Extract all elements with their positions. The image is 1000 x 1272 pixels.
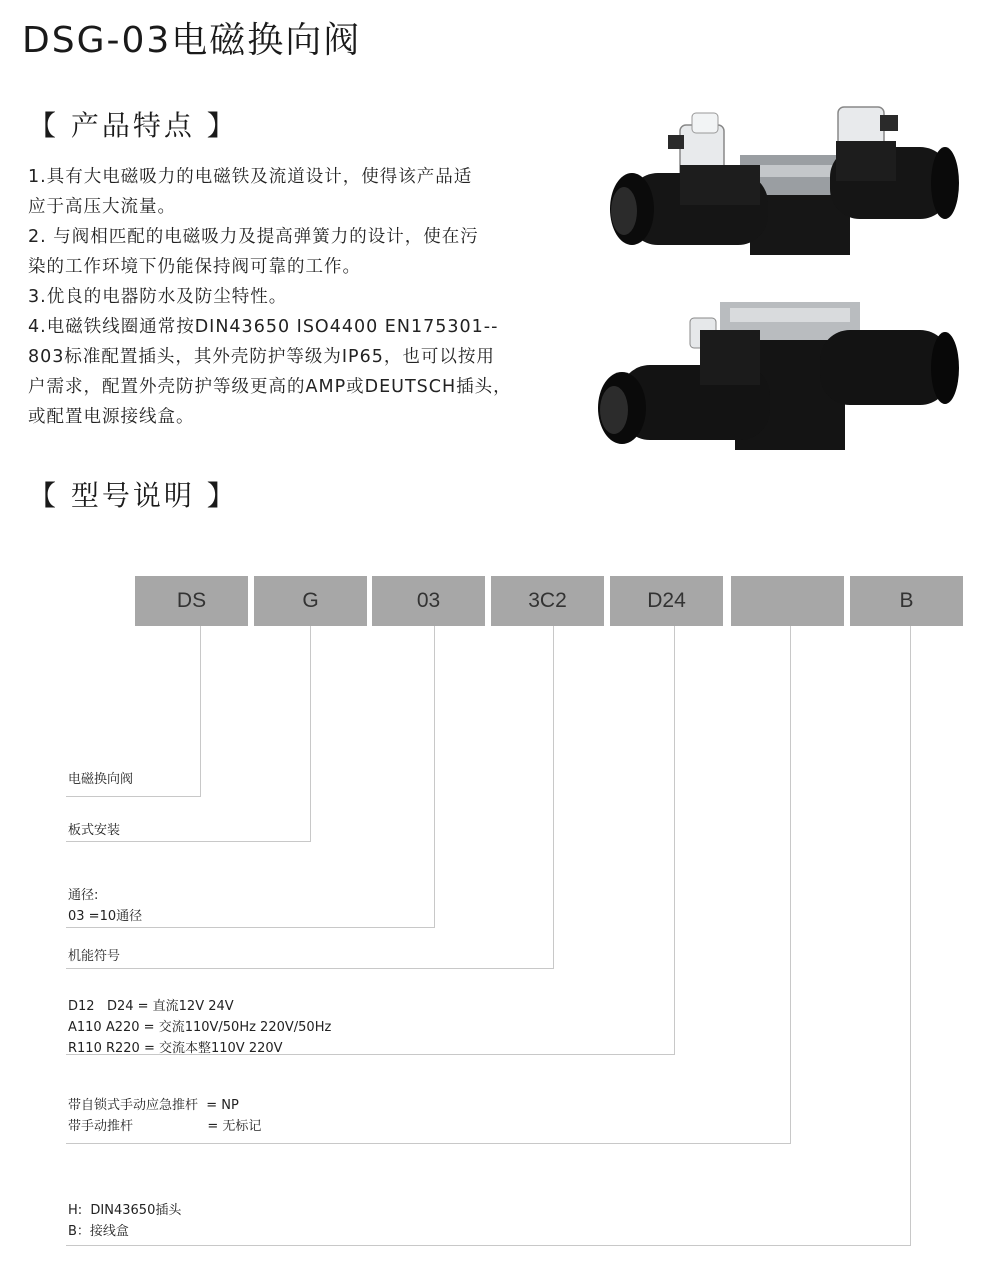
code-box-g: G xyxy=(254,576,367,626)
feature-line: 应于高压大流量。 xyxy=(28,197,176,217)
code-box-3c2: 3C2 xyxy=(491,576,604,626)
leader-line xyxy=(434,626,435,928)
feature-line: 803标准配置插头，其外壳防护等级为IP65，也可以按用 xyxy=(28,347,495,367)
leader-line xyxy=(66,927,435,928)
features-list xyxy=(28,162,568,432)
feature-line: 3.优良的电器防水及防尘特性。 xyxy=(28,287,288,307)
model-heading: 【 型号说明 】 xyxy=(28,479,238,512)
desc-connector: H: DIN43650插头 B：接线盒 xyxy=(68,1203,182,1239)
desc-port-size: 通径: 03 =10通径 xyxy=(68,888,143,924)
leader-line xyxy=(66,968,554,969)
leader-line xyxy=(66,1245,911,1246)
valve-photo-junction-box xyxy=(590,290,970,460)
code-box-empty xyxy=(731,576,844,626)
feature-line: 染的工作环境下仍能保持阀可靠的工作。 xyxy=(28,257,361,277)
leader-line xyxy=(553,626,554,969)
page-title: DSG-03电磁换向阀 xyxy=(22,20,362,61)
leader-line xyxy=(66,1143,791,1144)
feature-line: 1.具有大电磁吸力的电磁铁及流道设计，使得该产品适 xyxy=(28,167,473,187)
desc-valve-type: 电磁换向阀 xyxy=(68,772,134,787)
feature-line: 户需求，配置外壳防护等级更高的AMP或DEUTSCH插头， xyxy=(28,377,512,397)
leader-line xyxy=(910,626,911,1246)
leader-line xyxy=(310,626,311,842)
code-box-03: 03 xyxy=(372,576,485,626)
feature-line: 2. 与阀相匹配的电磁吸力及提高弹簧力的设计，使在污 xyxy=(28,227,479,247)
feature-line: 4.电磁铁线圈通常按DIN43650 ISO4400 EN175301-- xyxy=(28,317,499,337)
code-box-d24: D24 xyxy=(610,576,723,626)
code-box-ds: DS xyxy=(135,576,248,626)
desc-voltage: D12 D24 = 直流12V 24V A110 A220 = 交流110V/50Hz 220V/50Hz R110 R220 = 交流本整110V 220V xyxy=(68,999,332,1056)
features-heading: 【 产品特点 】 xyxy=(28,109,238,142)
leader-line xyxy=(200,626,201,797)
valve-photo-plug-connector xyxy=(600,95,970,270)
leader-line xyxy=(66,796,201,797)
feature-line: 或配置电源接线盒。 xyxy=(28,407,195,427)
leader-line xyxy=(66,841,311,842)
desc-manual-override: 带自锁式手动应急推杆 = NP 带手动推杆 = 无标记 xyxy=(68,1098,262,1134)
desc-function-symbol: 机能符号 xyxy=(68,949,121,964)
leader-line xyxy=(674,626,675,1055)
desc-mounting: 板式安装 xyxy=(68,823,121,838)
code-box-b: B xyxy=(850,576,963,626)
leader-line xyxy=(790,626,791,1144)
